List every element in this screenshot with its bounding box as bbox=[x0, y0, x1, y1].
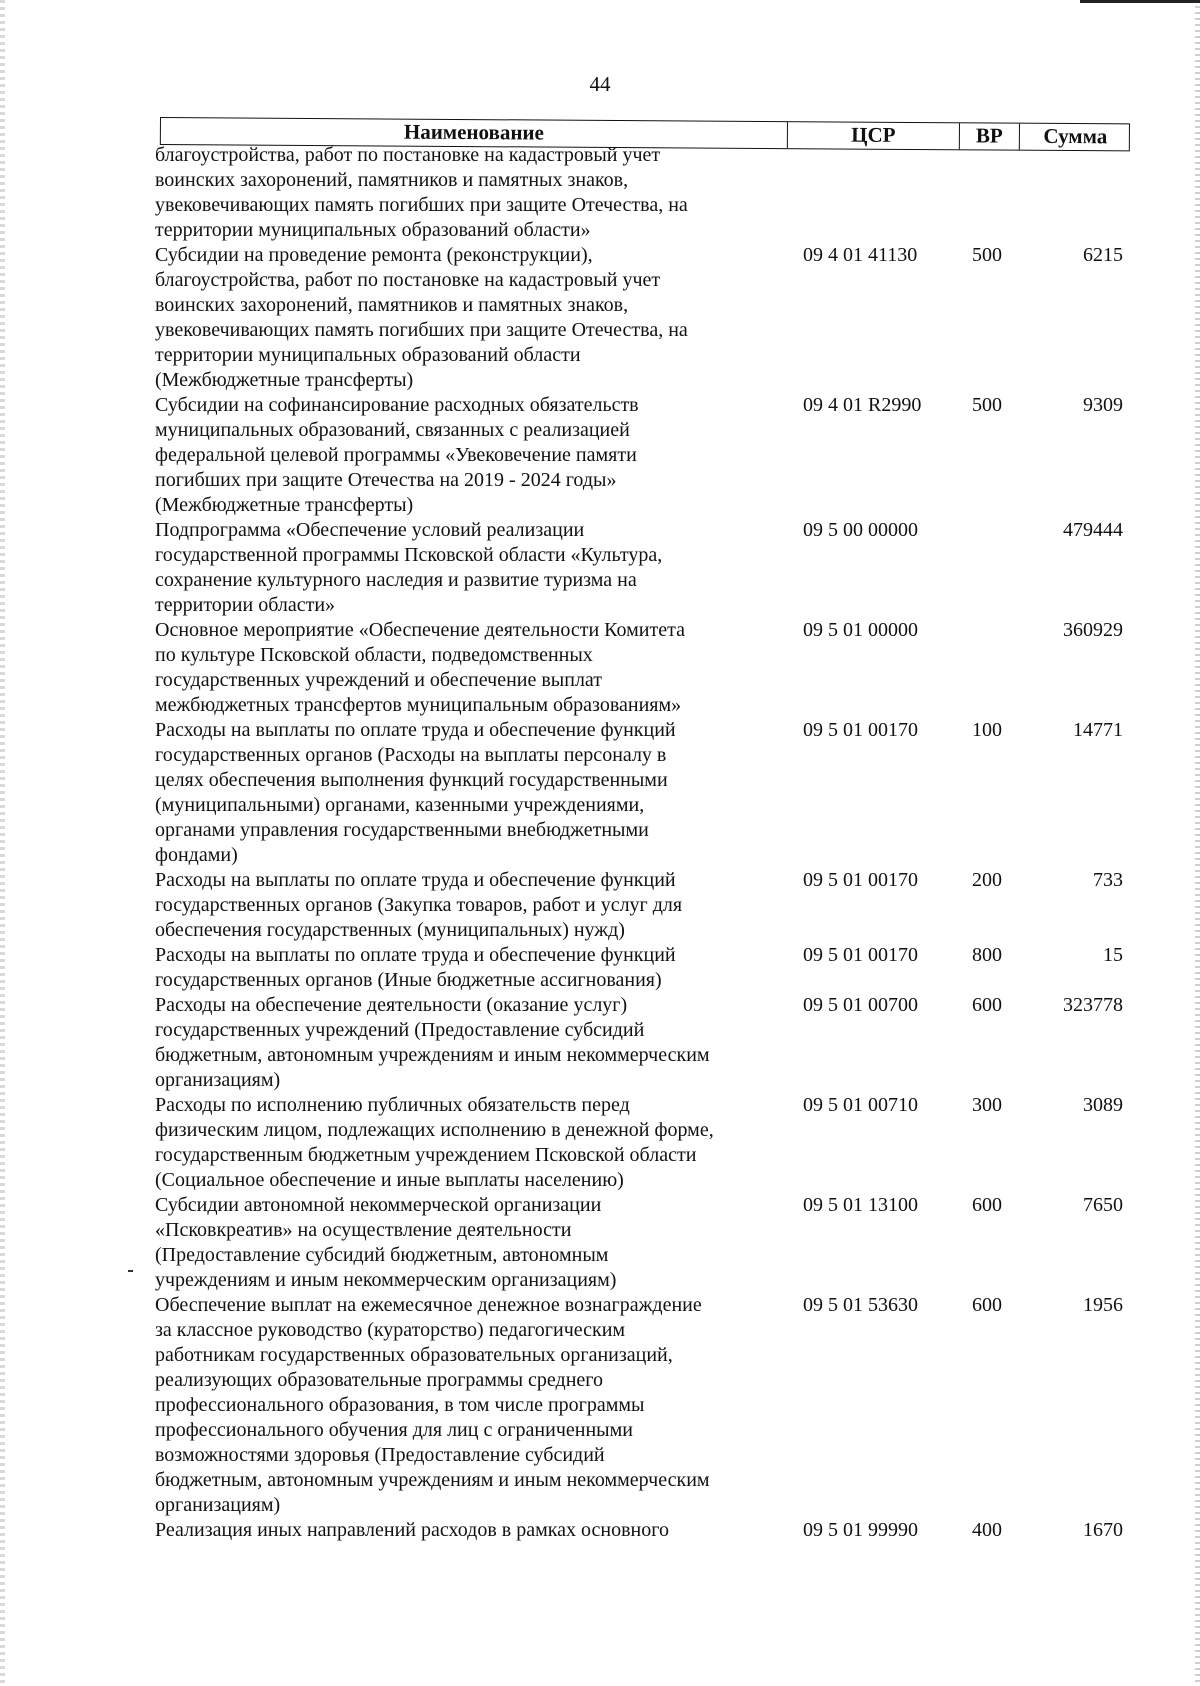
table-row bbox=[155, 243, 1125, 393]
row-csr: 09 5 01 13100 bbox=[803, 1194, 918, 1216]
scan-edge-right bbox=[1195, 0, 1200, 1686]
table-row bbox=[155, 868, 1125, 943]
row-name: Расходы на выплаты по оплате труда и обеспечение функций государственных органов (Закупка товаров, работ и услуг для обеспечения государственных (муниципальных) нужд) bbox=[155, 869, 683, 941]
table-row bbox=[155, 393, 1125, 518]
row-sum: 360929 bbox=[1063, 619, 1123, 641]
row-vr: 300 bbox=[972, 1094, 1002, 1116]
page-number: 44 bbox=[589, 72, 611, 96]
row-sum: 6215 bbox=[1083, 244, 1123, 266]
row-csr: 09 4 01 R2990 bbox=[803, 394, 922, 416]
table-row bbox=[155, 618, 1125, 718]
row-name: Обеспечение выплат на ежемесячное денежное вознаграждение за классное руководство (кураторство) педагогическим работникам государственных образовательных организаций, реализующих образовательные программы среднего профессионального образования, в том числе программы профессионального обучения для лиц с ограниченными возможностями здоровья (Предоставление субсидий бюджетным, автономным учреждениям и иным некоммерческим организациям) bbox=[155, 1294, 710, 1516]
row-sum: 7650 bbox=[1083, 1194, 1123, 1216]
row-sum: 9309 bbox=[1083, 394, 1123, 416]
row-vr: 600 bbox=[972, 1194, 1002, 1216]
row-name: Расходы по исполнению публичных обязательств перед физическим лицом, подлежащих исполнению в денежной форме, государственным бюджетным учреждением Псковской области (Социальное обеспечение и иные выплаты населению) bbox=[155, 1094, 714, 1191]
table-row bbox=[155, 1093, 1125, 1193]
table-row bbox=[155, 943, 1125, 993]
table-body bbox=[155, 143, 1125, 1543]
row-csr: 09 4 01 41130 bbox=[803, 244, 918, 266]
table-row bbox=[155, 1518, 1125, 1543]
row-sum: 733 bbox=[1093, 869, 1123, 891]
table-row bbox=[155, 143, 1125, 243]
scan-edge-left bbox=[0, 0, 5, 1686]
table-row bbox=[155, 993, 1125, 1093]
row-csr: 09 5 01 00170 bbox=[803, 719, 918, 741]
row-csr: 09 5 01 00700 bbox=[803, 994, 918, 1016]
row-sum: 479444 bbox=[1063, 519, 1123, 541]
table-row bbox=[155, 518, 1125, 618]
row-vr: 600 bbox=[972, 1294, 1002, 1316]
row-sum: 1956 bbox=[1083, 1294, 1123, 1316]
row-vr: 100 bbox=[972, 719, 1002, 741]
row-vr: 800 bbox=[972, 944, 1002, 966]
row-vr: 500 bbox=[972, 244, 1002, 266]
row-name: Расходы на выплаты по оплате труда и обеспечение функций государственных органов (Расходы на выплаты персоналу в целях обеспечения выполнения функций государственными (муниципальными) органами, казенными учреждениями, органами управления государственными внебюджетными фондами) bbox=[155, 719, 676, 866]
row-sum: 15 bbox=[1103, 944, 1123, 966]
row-csr: 09 5 01 00710 bbox=[803, 1094, 918, 1116]
row-csr: 09 5 01 00170 bbox=[803, 869, 918, 891]
row-sum: 3089 bbox=[1083, 1094, 1123, 1116]
header-csr: ЦСР bbox=[788, 122, 960, 149]
row-name: Подпрограмма «Обеспечение условий реализации государственной программы Псковской области «Культура, сохранение культурного наследия и развитие туризма на территории области» bbox=[155, 519, 663, 616]
table-row bbox=[155, 1193, 1125, 1293]
row-name: благоустройства, работ по постановке на кадастровый учет воинских захоронений, памятников и памятных знаков, увековечивающих память погибших при защите Отечества, на территории муниципальных образований области» bbox=[155, 144, 688, 241]
row-csr: 09 5 01 99990 bbox=[803, 1519, 918, 1541]
header-vr: ВР bbox=[960, 123, 1020, 149]
row-sum: 14771 bbox=[1073, 719, 1123, 741]
row-name: Расходы на выплаты по оплате труда и обеспечение функций государственных органов (Иные бюджетные ассигнования) bbox=[155, 944, 676, 991]
row-csr: 09 5 01 53630 bbox=[803, 1294, 918, 1316]
row-vr: 400 bbox=[972, 1519, 1002, 1541]
row-sum: 1670 bbox=[1083, 1519, 1123, 1541]
row-sum: 323778 bbox=[1063, 994, 1123, 1016]
row-csr: 09 5 01 00170 bbox=[803, 944, 918, 966]
row-name: Расходы на обеспечение деятельности (оказание услуг) государственных учреждений (Предоставление субсидий бюджетным, автономным учреждениям и иным некоммерческим организациям) bbox=[155, 994, 710, 1091]
row-name: Реализация иных направлений расходов в рамках основного bbox=[155, 1519, 669, 1541]
table-row bbox=[155, 1293, 1125, 1518]
row-vr: 200 bbox=[972, 869, 1002, 891]
header-name: Наименование bbox=[161, 118, 788, 148]
header-sum: Сумма bbox=[1043, 123, 1108, 149]
row-name: Субсидии на проведение ремонта (реконструкции), благоустройства, работ по постановке на кадастровый учет воинских захоронений, памятников и памятных знаков, увековечивающих память погибших при защите Отечества, на территории муниципальных образований области (Межбюджетные трансферты) bbox=[155, 244, 688, 391]
scan-corner-mark bbox=[1080, 0, 1200, 3]
scan-speck bbox=[128, 1270, 133, 1272]
row-csr: 09 5 00 00000 bbox=[803, 519, 918, 541]
row-csr: 09 5 01 00000 bbox=[803, 619, 918, 641]
table-row bbox=[155, 718, 1125, 868]
row-name: Основное мероприятие «Обеспечение деятельности Комитета по культуре Псковской области, подведомственных государственных учреждений и обеспечение выплат межбюджетных трансфертов муниципальным образованиям» bbox=[155, 619, 685, 716]
row-name: Субсидии на софинансирование расходных обязательств муниципальных образований, связанных с реализацией федеральной целевой программы «Увековечение памяти погибших при защите Отечества на 2019 - 2024 годы» (Межбюджетные трансферты) bbox=[155, 394, 639, 516]
row-name: Субсидии автономной некоммерческой организации «Псковкреатив» на осуществление деятельности (Предоставление субсидий бюджетным, автономным учреждениям и иным некоммерческим организациям) bbox=[155, 1194, 617, 1291]
row-vr: 600 bbox=[972, 994, 1002, 1016]
row-vr: 500 bbox=[972, 394, 1002, 416]
